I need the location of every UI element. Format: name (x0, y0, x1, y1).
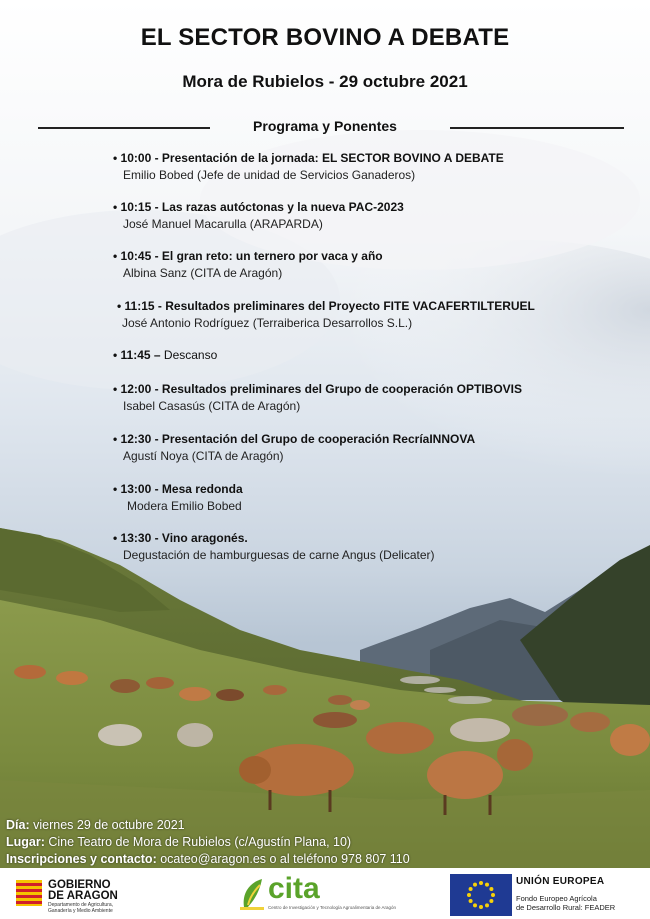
program-item-head: • 12:00 - Resultados preliminares del Grupo de cooperación OPTIBOVIS (113, 382, 523, 396)
footer-logos (0, 868, 650, 919)
program-item-head: • 10:00 - Presentación de la jornada: EL SECTOR BOVINO A DEBATE (113, 151, 504, 165)
program-speaker: Modera Emilio Bobed (127, 499, 242, 513)
info-place-value: Cine Teatro de Mora de Rubielos (c/Agustín Plana, 10) (48, 835, 352, 849)
gobierno-aragon-logo (12, 876, 142, 916)
program-title: Resultados preliminares del Grupo de cooperación OPTIBOVIS (161, 382, 523, 396)
program-item-head: • 13:30 - Vino aragonés. (113, 531, 248, 545)
cita-wordmark: cita (268, 872, 320, 905)
program-time: 11:45 (120, 348, 151, 362)
program-title: El gran reto: un ternero por vaca y año (161, 249, 383, 263)
program-title: Presentación del Grupo de cooperación RecríaINNOVA (161, 432, 476, 446)
program-item (117, 298, 535, 332)
gobierno-line1: GOBIERNO (48, 879, 111, 891)
program-item-head: • 12:30 - Presentación del Grupo de cooperación RecríaINNOVA (113, 432, 476, 446)
eu-flag-icon (450, 874, 512, 916)
program-item (113, 381, 522, 415)
program-item (113, 481, 243, 515)
program-title: Descanso (163, 348, 218, 362)
program-speaker: Emilio Bobed (Jefe de unidad de Servicios Ganaderos) (123, 168, 416, 182)
program-item (113, 347, 217, 364)
program-title: Vino aragonés. (161, 531, 248, 545)
program-speaker: Albina Sanz (CITA de Aragón) (123, 266, 283, 280)
divider-right (450, 127, 624, 129)
program-title: Las razas autóctonas y la nueva PAC-2023 (161, 200, 404, 214)
cita-leaf-icon (240, 877, 266, 911)
eu-fund-line1: Fondo Europeo Agrícola (516, 894, 597, 903)
program-speaker: José Manuel Macarulla (ARAPARDA) (123, 217, 323, 231)
program-time: 10:45 (120, 249, 152, 263)
program-speaker: Degustación de hamburguesas de carne Angus (Delicater) (123, 548, 435, 562)
program-item (113, 150, 504, 184)
program-item-head: • 10:45 - El gran reto: un ternero por vaca y año (113, 249, 383, 263)
gobierno-name (48, 880, 118, 902)
program-title: Mesa redonda (161, 482, 243, 496)
info-contact-value: ocateo@aragon.es o al teléfono 978 807 110 (160, 852, 410, 866)
program-time: 10:00 (120, 151, 152, 165)
program-item-head: • 11:15 - Resultados preliminares del Proyecto FITE VACAFERTILTERUEL (117, 299, 535, 313)
cita-logo (238, 872, 396, 917)
page-title: EL SECTOR BOVINO A DEBATE (140, 24, 510, 51)
eu-title: UNIÓN EUROPEA (516, 876, 605, 887)
program-heading (0, 118, 650, 138)
program-speaker: José Antonio Rodríguez (Terraiberica Desarrollos S.L.) (122, 316, 413, 330)
aragon-flag-icon (16, 880, 42, 906)
info-day-label: Día: (6, 818, 30, 832)
program-title: Resultados preliminares del Proyecto FITE VACAFERTILTERUEL (165, 299, 535, 313)
program-time: 12:00 (120, 382, 152, 396)
eu-feader-logo (448, 872, 644, 916)
eu-fund (516, 894, 615, 912)
event-subtitle: Mora de Rubielos - 29 octubre 2021 (182, 72, 468, 91)
info-contact (6, 852, 410, 867)
program-item (113, 530, 435, 564)
info-place-label: Lugar: (6, 835, 45, 849)
program-speaker: Agustí Noya (CITA de Aragón) (123, 449, 284, 463)
info-place (6, 835, 351, 850)
program-item-head: • 13:00 - Mesa redonda (113, 482, 243, 496)
program-item (113, 199, 404, 233)
info-contact-label: Inscripciones y contacto: (6, 852, 157, 866)
eu-fund-line2: de Desarrollo Rural: FEADER (516, 903, 616, 912)
gobierno-line2: DE ARAGON (48, 890, 118, 902)
gobierno-department: Departamento de Agricultura, Ganadería y Medio Ambiente (48, 902, 114, 914)
program-item-head: • 10:15 - Las razas autóctonas y la nueva PAC-2023 (113, 200, 404, 214)
program-item (113, 248, 383, 282)
program-speaker: Isabel Casasús (CITA de Aragón) (123, 399, 301, 413)
cita-fullname: Centro de Investigación y Tecnología Agroalimentaria de Aragón (268, 905, 396, 910)
program-title: Presentación de la jornada: EL SECTOR BOVINO A DEBATE (161, 151, 504, 165)
program-time: 13:30 (120, 531, 152, 545)
program-item (113, 431, 475, 465)
program-time: 13:00 (120, 482, 152, 496)
program-item-head: • 11:45 – Descanso (113, 348, 218, 362)
program-heading-text: Programa y Ponentes (253, 118, 397, 134)
program-time: 12:30 (120, 432, 152, 446)
info-day-value: viernes 29 de octubre 2021 (33, 818, 185, 832)
program-time: 10:15 (120, 200, 152, 214)
info-day (6, 818, 185, 833)
program-time: 11:15 (124, 299, 155, 313)
